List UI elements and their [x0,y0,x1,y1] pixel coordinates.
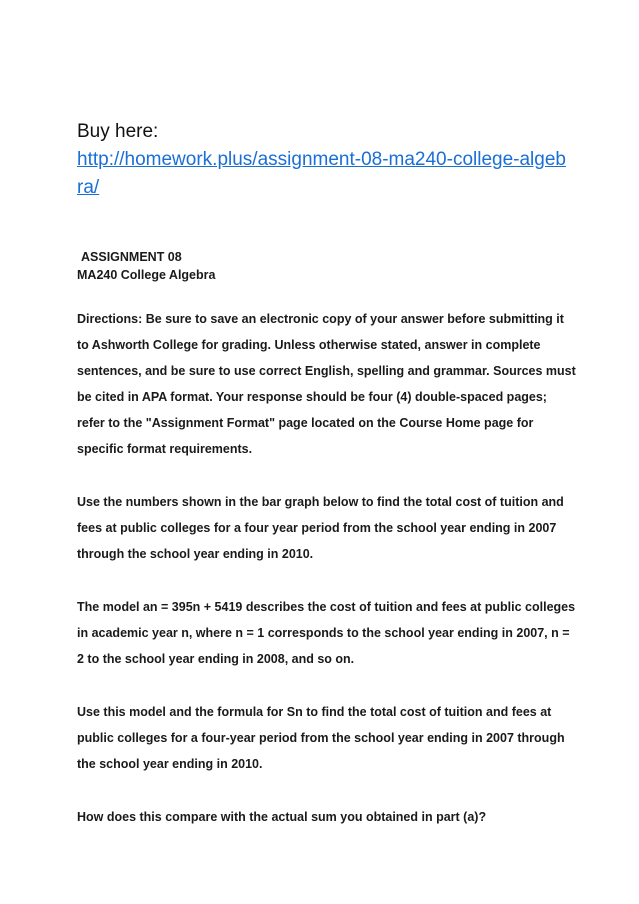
directions-paragraph: Directions: Be sure to save an electronic copy of your answer before submitting it to Ashworth College for grading. Unless otherwise stated, answer in complete sentences, and be sure to use correct English, spelling and grammar. Sources must be cited in APA format. Your response should be four (4) double-spaced pages; refer to the "Assignment Format" page located on the Course Home page for specific format requirements. [77,312,576,456]
buy-here-label: Buy here: [77,121,159,142]
part-b-paragraph: Use this model and the formula for Sn to find the total cost of tuition and fees at public colleges for a four-year period from the school year ending in 2007 through the school year ending in 2010. [77,705,565,771]
course-title: MA240 College Algebra [77,268,216,282]
document-page [77,118,577,830]
purchase-link[interactable]: http://homework.plus/assignment-08-ma240-college-algebra/ [77,149,566,198]
part-a-paragraph: Use the numbers shown in the bar graph below to find the total cost of tuition and fees at public colleges for a four year period from the school year ending in 2007 through the school year ending in 2010. [77,495,564,561]
assignment-number: ASSIGNMENT 08 [81,250,182,264]
model-paragraph: The model an = 395n + 5419 describes the cost of tuition and fees at public colleges in academic year n, where n = 1 corresponds to the school year ending in 2007, n = 2 to the school year ending in 2008, and so on. [77,600,576,666]
compare-question: How does this compare with the actual sum you obtained in part (a)? [77,810,487,824]
